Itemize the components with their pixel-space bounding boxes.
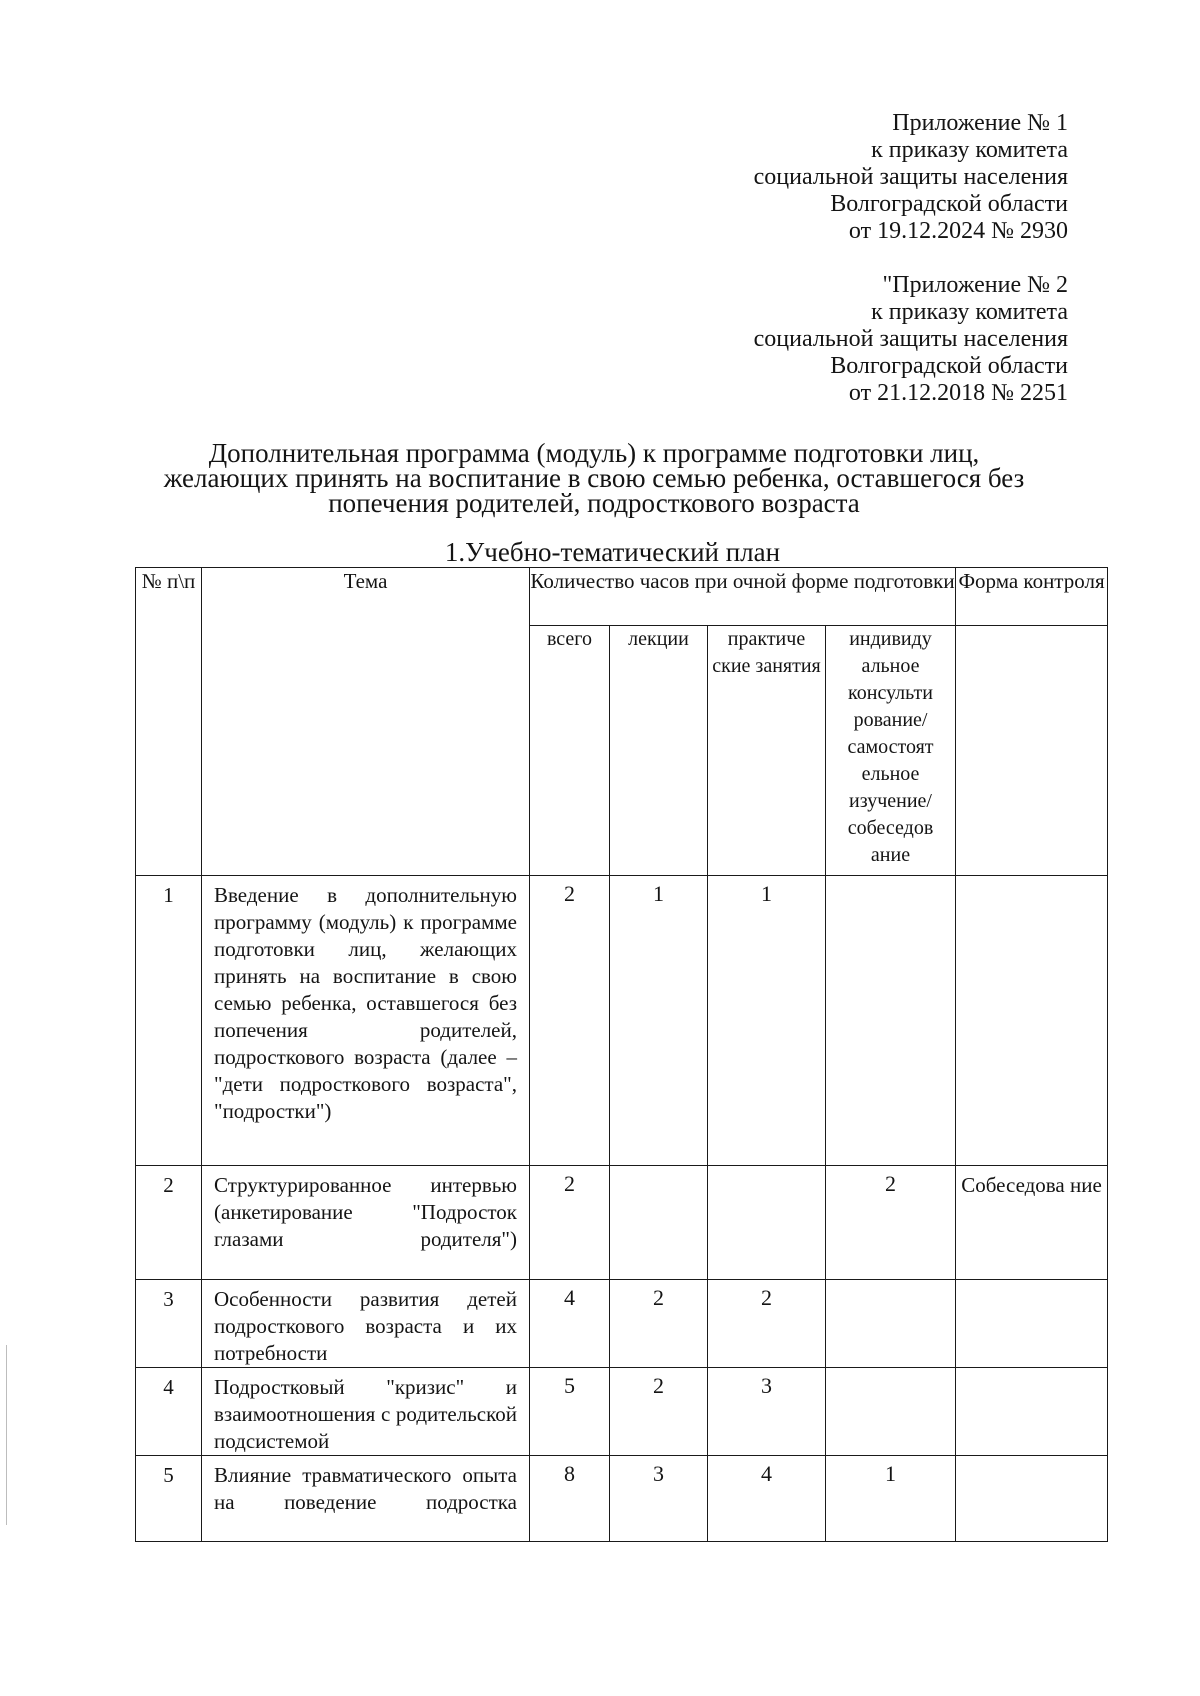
- row-control: [956, 1368, 1108, 1456]
- table-row: [136, 1166, 1108, 1280]
- row-lectures: 1: [610, 876, 708, 1166]
- header-total: всего: [530, 626, 610, 876]
- scan-margin-mark: [6, 1345, 7, 1525]
- row-individual: [826, 876, 956, 1166]
- row-individual: [826, 1368, 956, 1456]
- row-control: Собеседова ние: [956, 1166, 1108, 1280]
- appendix-2-line: от 21.12.2018 № 2251: [848, 380, 1068, 406]
- row-total: 2: [530, 1166, 610, 1280]
- header-hours: Количество часов при очной форме подготовки: [530, 568, 956, 626]
- row-individual: [826, 1280, 956, 1368]
- row-total: 4: [530, 1280, 610, 1368]
- document-title: [120, 438, 1068, 518]
- row-topic: Структурированное интервью (анкетирование "Подросток глазами родителя"): [202, 1166, 530, 1280]
- row-practice: 4: [708, 1456, 826, 1542]
- row-lectures: 2: [610, 1280, 708, 1368]
- row-num: 4: [136, 1368, 202, 1456]
- document-title-line: желающих принять на воспитание в свою семью ребенка, оставшегося без: [163, 463, 1025, 493]
- row-practice: 1: [708, 876, 826, 1166]
- row-num: 1: [136, 876, 202, 1166]
- appendix-2-line: "Приложение № 2: [882, 272, 1068, 298]
- appendix-1-line: Волгоградской области: [830, 191, 1068, 217]
- row-practice: 3: [708, 1368, 826, 1456]
- appendix-2-block: [648, 272, 1068, 407]
- header-control-empty: [956, 626, 1108, 876]
- row-topic: Особенности развития детей подросткового возраста и их потребности: [202, 1280, 530, 1368]
- appendix-1-line: к приказу комитета: [871, 137, 1068, 163]
- header-control: Форма контроля: [956, 568, 1108, 626]
- appendix-1-line: Приложение № 1: [892, 110, 1068, 136]
- row-practice: 2: [708, 1280, 826, 1368]
- row-lectures: 3: [610, 1456, 708, 1542]
- header-lectures: лекции: [610, 626, 708, 876]
- row-topic: Подростковый "кризис" и взаимоотношения с родительской подсистемой: [202, 1368, 530, 1456]
- section-title: 1.Учебно-тематический план: [444, 537, 781, 567]
- appendix-1-block: [648, 110, 1068, 245]
- row-total: 2: [530, 876, 610, 1166]
- header-individual: индивиду альное консульти рование/ самостоят ельное изучение/ собеседов ание: [826, 626, 956, 876]
- row-topic: Влияние травматического опыта на поведение подростка: [202, 1456, 530, 1542]
- appendix-1-line: от 19.12.2024 № 2930: [848, 218, 1068, 244]
- table-row: [136, 1368, 1108, 1456]
- row-individual: 2: [826, 1166, 956, 1280]
- row-control: [956, 876, 1108, 1166]
- appendix-1-line: социальной защиты населения: [753, 164, 1068, 190]
- appendix-2-line: социальной защиты населения: [753, 326, 1068, 352]
- row-total: 5: [530, 1368, 610, 1456]
- row-total: 8: [530, 1456, 610, 1542]
- header-topic: Тема: [202, 568, 530, 876]
- appendix-2-line: к приказу комитета: [871, 299, 1068, 325]
- row-topic: Введение в дополнительную программу (модуль) к программе подготовки лиц, желающих принять на воспитание в свою семью ребенка, оставшегося без попечения родителей, подросткового возраста (далее – "дети подросткового возраста", "подростки"): [202, 876, 530, 1166]
- header-num: № п\п: [136, 568, 202, 876]
- header-practice: практиче ские занятия: [708, 626, 826, 876]
- appendix-2-line: Волгоградской области: [830, 353, 1068, 379]
- table-header-row: [136, 568, 1108, 626]
- row-control: [956, 1456, 1108, 1542]
- row-num: 5: [136, 1456, 202, 1542]
- row-num: 3: [136, 1280, 202, 1368]
- table-row: [136, 1280, 1108, 1368]
- row-lectures: [610, 1166, 708, 1280]
- table-row: [136, 1456, 1108, 1542]
- row-control: [956, 1280, 1108, 1368]
- row-practice: [708, 1166, 826, 1280]
- table-row: [136, 876, 1108, 1166]
- study-plan-table: [135, 567, 1108, 1542]
- row-num: 2: [136, 1166, 202, 1280]
- document-title-line: попечения родителей, подросткового возраста: [328, 488, 860, 518]
- row-individual: 1: [826, 1456, 956, 1542]
- document-title-line: Дополнительная программа (модуль) к программе подготовки лиц,: [208, 438, 980, 468]
- row-lectures: 2: [610, 1368, 708, 1456]
